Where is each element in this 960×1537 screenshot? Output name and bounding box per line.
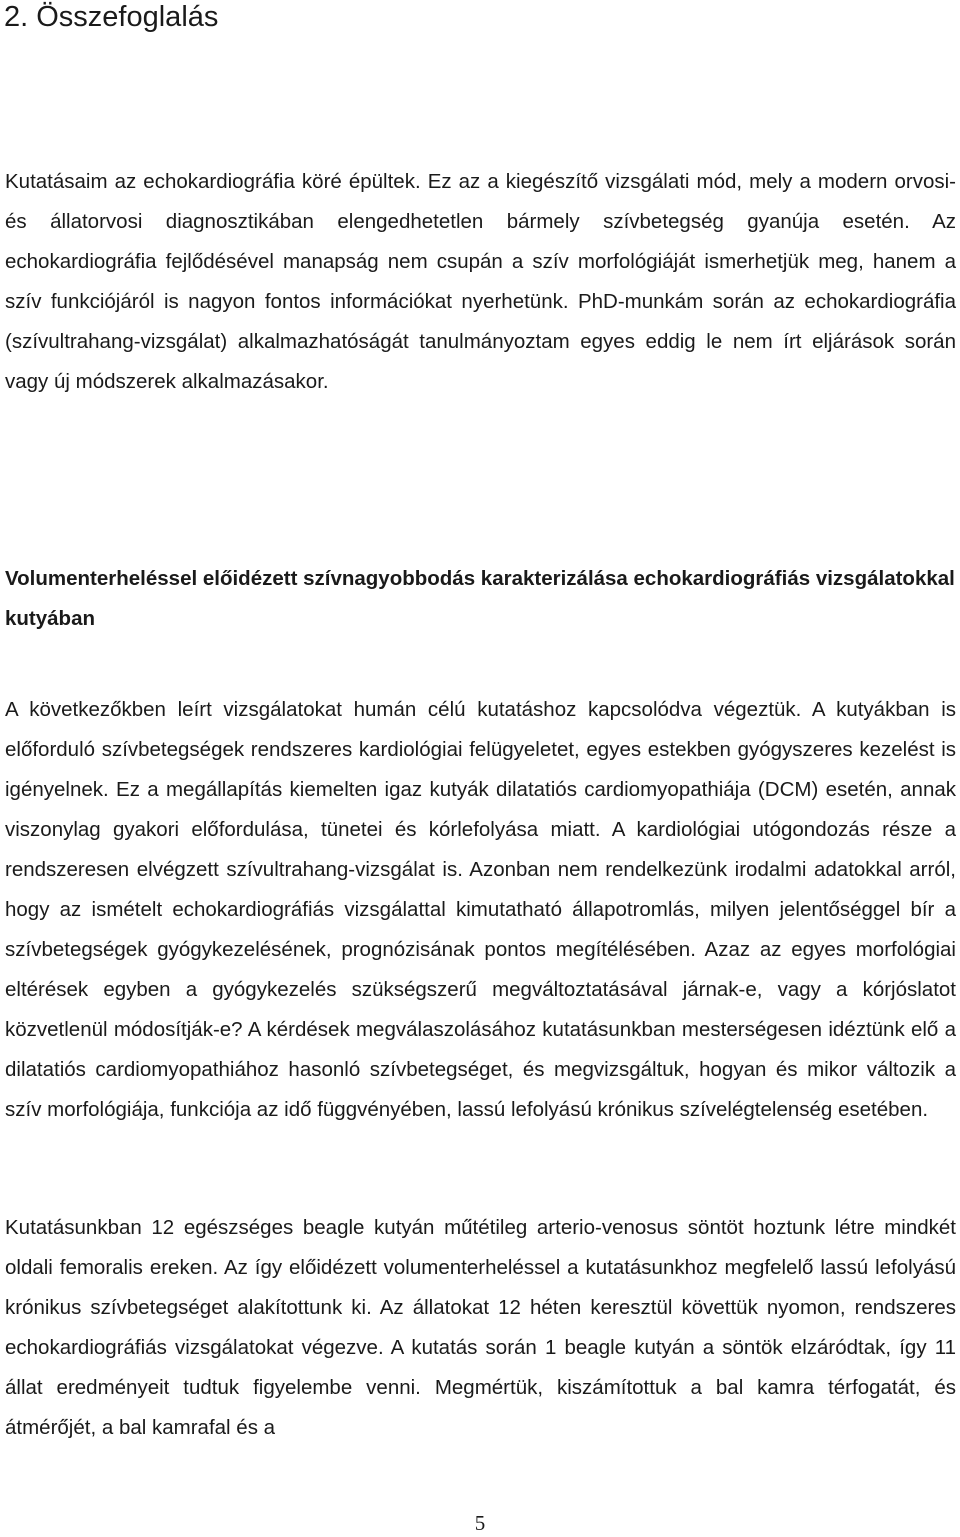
section-heading: Volumenterheléssel előidézett szívnagyobbodás karakterizálása echokardiográfiás vizsgálatokkal kutyában	[5, 567, 955, 630]
page-number: 5	[474, 1511, 486, 1535]
section-paragraph-1: A következőkben leírt vizsgálatokat humán célú kutatáshoz kapcsolódva végeztük. A kutyákban is előforduló szívbetegségek rendszeres kardiológiai felügyeletet, egyes estekben gyógyszeres kezelést is igényelnek. Ez a megállapítás kiemelten igaz kutyák dilatatiós cardiomyopathiája (DCM) esetén, annak viszonylag gyakori előfordulása, tünetei és kórlefolyása miatt. A kardiológiai utógondozás része a rendszeresen elvégzett szívultrahang-vizsgálat is. Azonban nem rendelkezünk irodalmi adatokkal arról, hogy az ismételt echokardiográfiás vizsgálattal kimutatható állapotromlás, milyen jelentőséggel bír a szívbetegségek gyógykezelésének, prognózisának pontos megítélésében. Azaz az egyes morfológiai eltérések egyben a gyógykezelés szükségszerű megváltoztatásával járnak-e, vagy a kórjóslatot közvetlenül módosítják-e? A kérdések megválaszolásához kutatásunkban mesterségesen idéztünk elő a dilatatiós cardiomyopathiához hasonló szívbetegséget, és megvizsgáltuk, hogyan és mikor változik a szív morfológiája, funkciója az idő függvényében, lassú lefolyású krónikus szívelégtelenség esetében.	[5, 698, 956, 1121]
chapter-title: 2. Összefoglalás	[4, 1, 219, 33]
section-paragraph-2: Kutatásunkban 12 egészséges beagle kutyán műtétileg arterio-venosus söntöt hoztunk létre mindkét oldali femoralis ereken. Az így előidézett volumenterheléssel a kutatásunkhoz megfelelő lassú lefolyású krónikus szívbetegséget alakítottunk ki. Az állatokat 12 héten keresztül követtük nyomon, rendszeres echokardiográfiás vizsgálatokat végezve. A kutatás során 1 beagle kutyán a söntök elzáródtak, így 11 állat eredményeit tudtuk figyelembe venni. Megmértük, kiszámítottuk a bal kamra térfogatát, és átmérőjét, a bal kamrafal és a	[5, 1216, 956, 1439]
intro-paragraph: Kutatásaim az echokardiográfia köré épültek. Ez az a kiegészítő vizsgálati mód, mely a modern orvosi- és állatorvosi diagnosztikában elengedhetetlen bármely szívbetegség gyanúja esetén. Az echokardiográfia fejlődésével manapság nem csupán a szív morfológiáját ismerhetjük meg, hanem a szív funkciójáról is nagyon fontos információkat nyerhetünk. PhD-munkám során az echokardiográfia (szívultrahang-vizsgálat) alkalmazhatóságát tanulmányoztam egyes eddig le nem írt eljárások során vagy új módszerek alkalmazásakor.	[5, 170, 956, 393]
